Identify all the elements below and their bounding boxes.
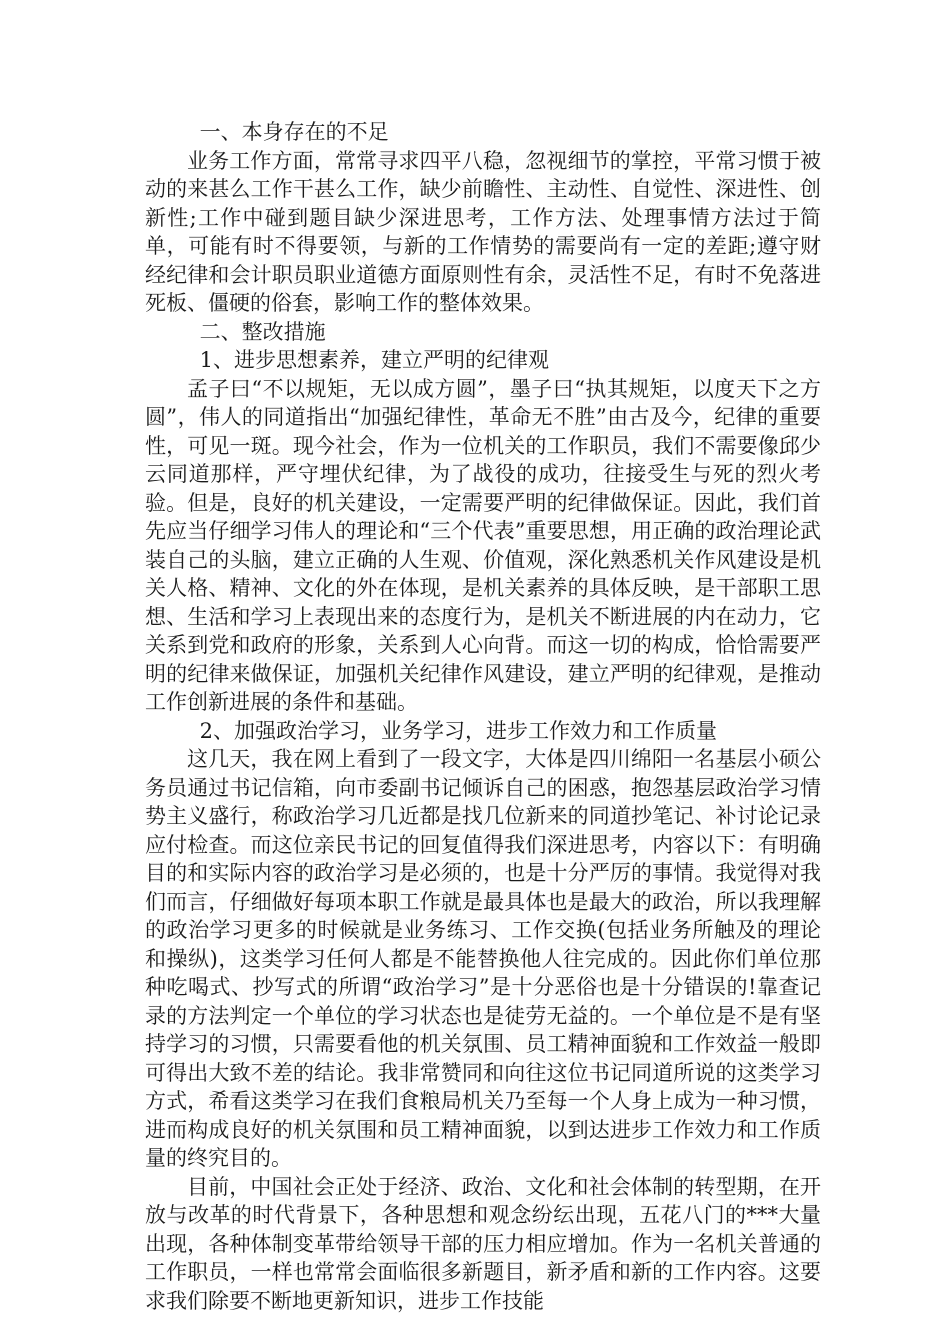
- paragraph-discipline: 孟子曰“不以规矩，无以成方圆”，墨子曰“执其规矩，以度天下之方圆”，伟人的同道指出“加强纪律性，革命无不胜”由古及今，纪律的重要性，可见一斑。现今社会，作为一位机关的工作职员，我们不需要像邱少云同道那样，严守埋伏纪律，为了战役的成功，往接受生与死的烈火考验。但是，良好的机关建设，一定需要严明的纪律做保证。因此，我们首先应当仔细学习伟人的理论和“三个代表”重要思想，用正确的政治理论武装自己的头脑，建立正确的人生观、价值观，深化熟悉机关作风建设是机关人格、精神、文化的外在体现，是机关素养的具体反映，是干部职工思想、生活和学习上表现出来的态度行为，是机关不断进展的内在动力，它关系到党和政府的形象，关系到人心向背。而这一切的构成，恰恰需要严明的纪律来做保证，加强机关纪律作风建设，建立严明的纪律观，是推动工作创新进展的条件和基础。: [145, 376, 821, 714]
- subheading-discipline: 1、进步思想素养，建立严明的纪律观: [199, 348, 549, 372]
- subheading-study: 2、加强政治学习，业务学习，进步工作效力和工作质量: [199, 718, 717, 743]
- paragraph-study: 这几天，我在网上看到了一段文字，大体是四川绵阳一名基层小硕公务员通过书记信箱，向市委副书记倾诉自己的困惑，抱怨基层政治学习情势主义盛行，称政治学习几近都是找几位新来的同道抄笔记、补讨论记录应付检查。而这位亲民书记的回复值得我们深进思考，内容以下：有明确目的和实际内容的政治学习是必须的，也是十分严厉的事情。我觉得对我们而言，仔细做好每项本职工作就是最具体也是最大的政治，所以我理解的政治学习更多的时候就是业务练习、工作交换(包括业务所触及的理论和操纵)，这类学习任何人都是不能替换他人往完成的。因此你们单位那种吃喝式、抄写式的所谓“政治学习”是十分恶俗也是十分错误的!靠查记录的方法判定一个单位的学习状态也是徒劳无益的。一个单位是不是有坚持学习的习惯，只需要看他的机关氛围、员工精神面貌和工作效益一般即可得出大致不差的结论。我非常赞同和向往这位书记同道所说的这类学习方式，希看这类学习在我们食粮局机关乃至每一个人身上成为一种习惯，进而构成良好的机关氛围和员工精神面貌，以到达进步工作效力和工作质量的终究目的。: [145, 747, 821, 1170]
- section-heading-measures: 二、整改措施: [199, 319, 326, 344]
- document-body: [145, 118, 821, 1315]
- section-heading-shortcomings: 一、本身存在的不足: [199, 120, 389, 144]
- paragraph-work-shortcomings: 业务工作方面，常常寻求四平八稳，忽视细节的掌控，平常习惯于被动的来甚么工作干甚么工作，缺少前瞻性、主动性、自觉性、深进性、创新性;工作中碰到题目缺少深进思考，工作方法、处理事情方法过于简单，可能有时不得要领，与新的工作情势的需要尚有一定的差距;遵守财经纪律和会计职员职业道德方面原则性有余，灵活性不足，有时不免落进死板、僵硬的俗套，影响工作的整体效果。: [145, 148, 821, 315]
- paragraph-current-situation: 目前，中国社会正处于经济、政治、文化和社会体制的转型期，在开放与改革的时代背景下，各种思想和观念纷纭出现，五花八门的***大量出现，各种体制变革带给领导干部的压力相应增加。作为一名机关普通的工作职员，一样也常常会面临很多新题目，新矛盾和新的工作内容。这要求我们除要不断地更新知识，进步工作技能: [145, 1174, 821, 1313]
